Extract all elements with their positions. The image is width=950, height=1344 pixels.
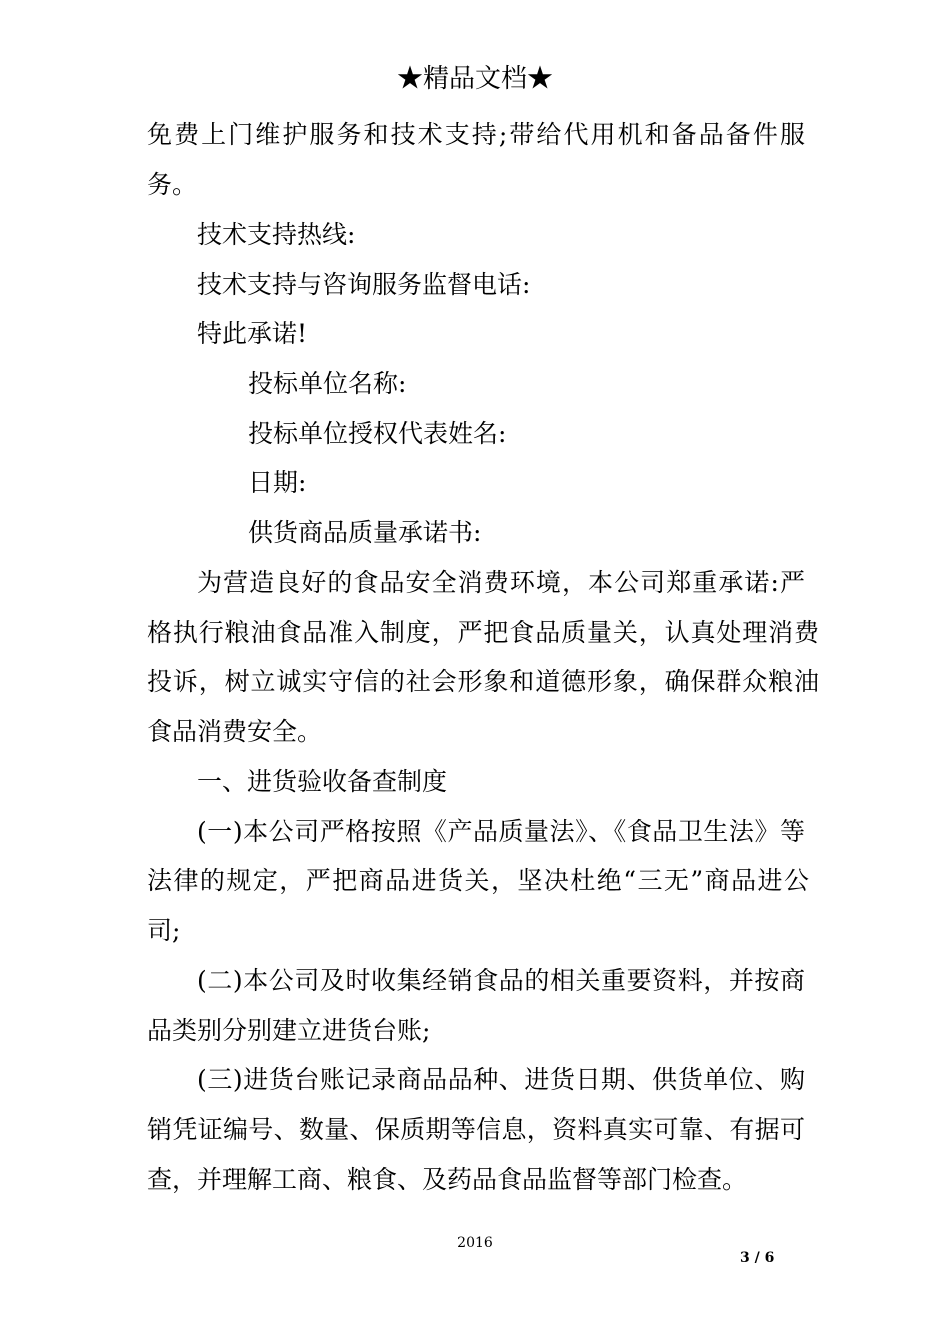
page-header-title: ★精品文档★: [396, 64, 553, 94]
footer-year: 2016: [457, 1235, 493, 1251]
body-line: 查，并理解工商、粮食、及药品食品监督等部门检查。: [147, 1165, 748, 1194]
body-line: 技术支持与咨询服务监督电话:: [197, 270, 531, 299]
body-line: 投标单位授权代表姓名:: [248, 419, 507, 448]
body-line: (二)本公司及时收集经销食品的相关重要资料，并按商: [197, 966, 805, 995]
body-line: 投标单位名称:: [248, 369, 407, 398]
body-line: 品类别分别建立进货台账;: [147, 1016, 431, 1045]
body-line: 司;: [147, 916, 181, 945]
body-line: 为营造良好的食品安全消费环境，本公司郑重承诺:严: [197, 568, 805, 597]
body-line: 格执行粮油食品准入制度，严把食品质量关，认真处理消费: [147, 618, 819, 647]
page-number: 3 / 6: [740, 1250, 775, 1266]
body-line: 一、进货验收备查制度: [197, 767, 448, 796]
body-line: 务。: [147, 170, 198, 199]
body-line: 食品消费安全。: [147, 717, 323, 746]
body-line: (三)进货台账记录商品品种、进货日期、供货单位、购: [197, 1065, 805, 1094]
body-line: 法律的规定，严把商品进货关，坚决杜绝“三无”商品进公: [147, 866, 809, 895]
body-line: 供货商品质量承诺书:: [248, 518, 482, 547]
body-line: 投诉，树立诚实守信的社会形象和道德形象，确保群众粮油: [147, 667, 819, 696]
body-line: 日期:: [248, 468, 307, 497]
body-line: 特此承诺!: [197, 319, 308, 348]
body-line: 技术支持热线:: [197, 220, 356, 249]
body-line: 免费上门维护服务和技术支持;带给代用机和备品备件服: [147, 120, 805, 149]
body-line: (一)本公司严格按照《产品质量法》、《食品卫生法》等: [197, 817, 805, 846]
body-line: 销凭证编号、数量、保质期等信息，资料真实可靠、有据可: [147, 1115, 805, 1144]
